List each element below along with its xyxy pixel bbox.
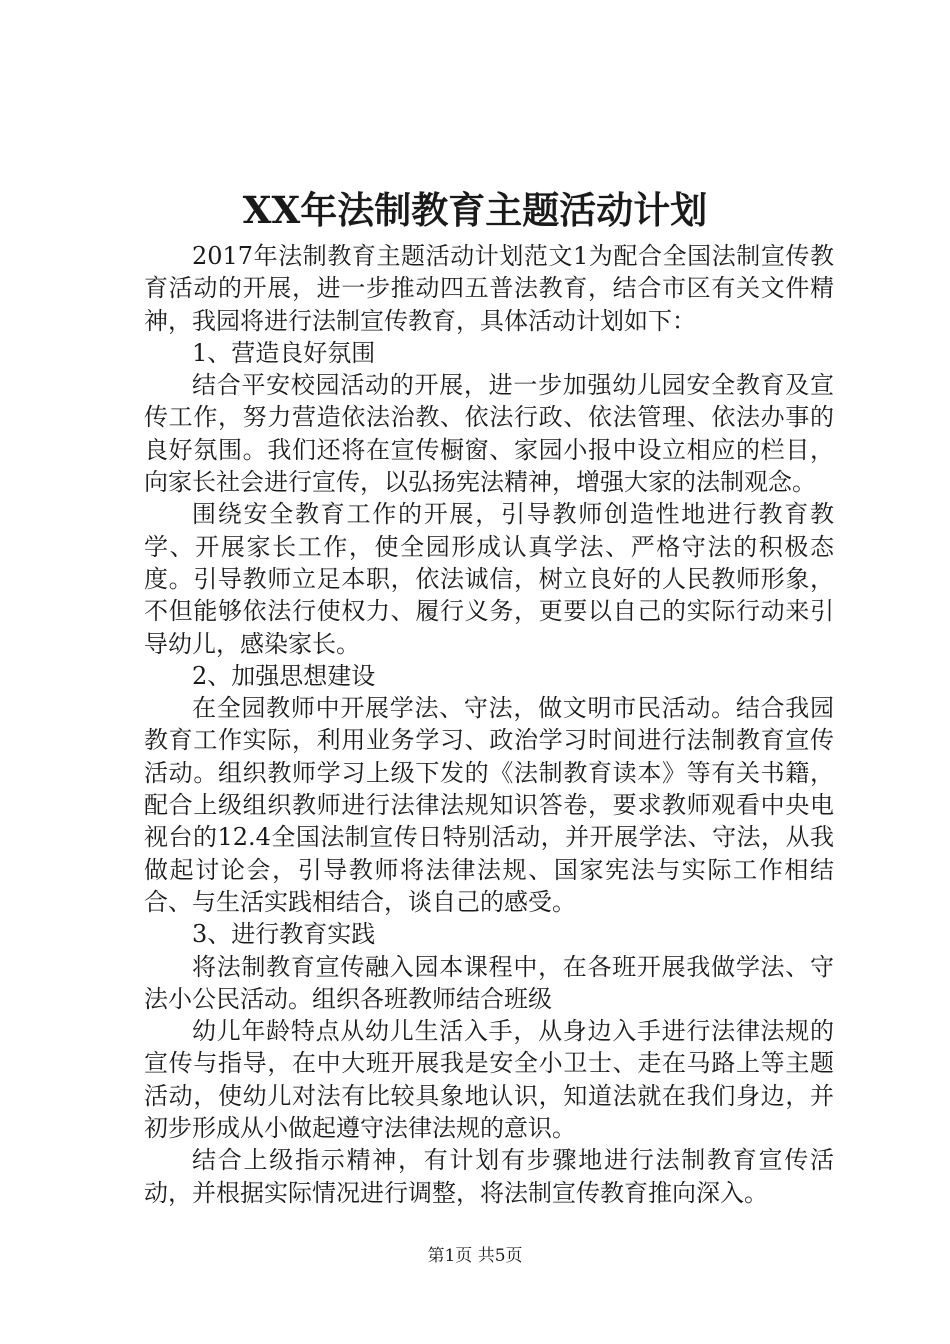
section-heading-2: 2、加强思想建设 [192,661,376,690]
section-heading-3: 3、进行教育实践 [192,920,376,949]
body-paragraph: 在全园教师中开展学法、守法，做文明市民活动。结合我园教育工作实际，利用业务学习、政治学习时间进行法制教育宣传活动。组织教师学习上级下发的《法制教育读本》等有关书籍，配合上级组织教师进行法律法规知识答卷，要求教师观看中央电视台的12.4全国法制宣传日特别活动，并开展学法、守法，从我做起讨论会，引导教师将法律法规、国家宪法与实际工作相结合、与生活实践相结合，谈自己的感受。 [144,694,834,916]
section-heading-1: 1、营造良好氛围 [192,338,376,367]
page-title: XX年法制教育主题活动计划 [242,188,708,232]
page-number-footer: 第1页 共5页 [427,1246,523,1266]
body-paragraph: 幼儿年龄特点从幼儿生活入手，从身边入手进行法律法规的宣传与指导，在中大班开展我是安全小卫士、走在马路上等主题活动，使幼儿对法有比较具象地认识，知道法就在我们身边，并初步形成从小做起遵守法律法规的意识。 [144,1017,834,1143]
body-paragraph: 将法制教育宣传融入园本课程中，在各班开展我做学法、守法小公民活动。组织各班教师结合班级 [144,952,834,1013]
intro-paragraph: 2017年法制教育主题活动计划范文1为配合全国法制宣传教育活动的开展，进一步推动四五普法教育，结合市区有关文件精神，我园将进行法制宣传教育，具体活动计划如下： [144,242,834,335]
document-body [144,240,834,1209]
body-paragraph: 围绕安全教育工作的开展，引导教师创造性地进行教育教学、开展家长工作，使全园形成认真学法、严格守法的积极态度。引导教师立足本职，依法诚信，树立良好的人民教师形象，不但能够依法行使权力、履行义务，更要以自己的实际行动来引导幼儿，感染家长。 [144,500,834,658]
body-paragraph: 结合上级指示精神，有计划有步骤地进行法制教育宣传活动，并根据实际情况进行调整，将法制宣传教育推向深入。 [144,1146,834,1207]
body-paragraph: 结合平安校园活动的开展，进一步加强幼儿园安全教育及宣传工作，努力营造依法治教、依法行政、依法管理、依法办事的良好氛围。我们还将在宣传橱窗、家园小报中设立相应的栏目，向家长社会进行宣传，以弘扬宪法精神，增强大家的法制观念。 [144,371,834,497]
